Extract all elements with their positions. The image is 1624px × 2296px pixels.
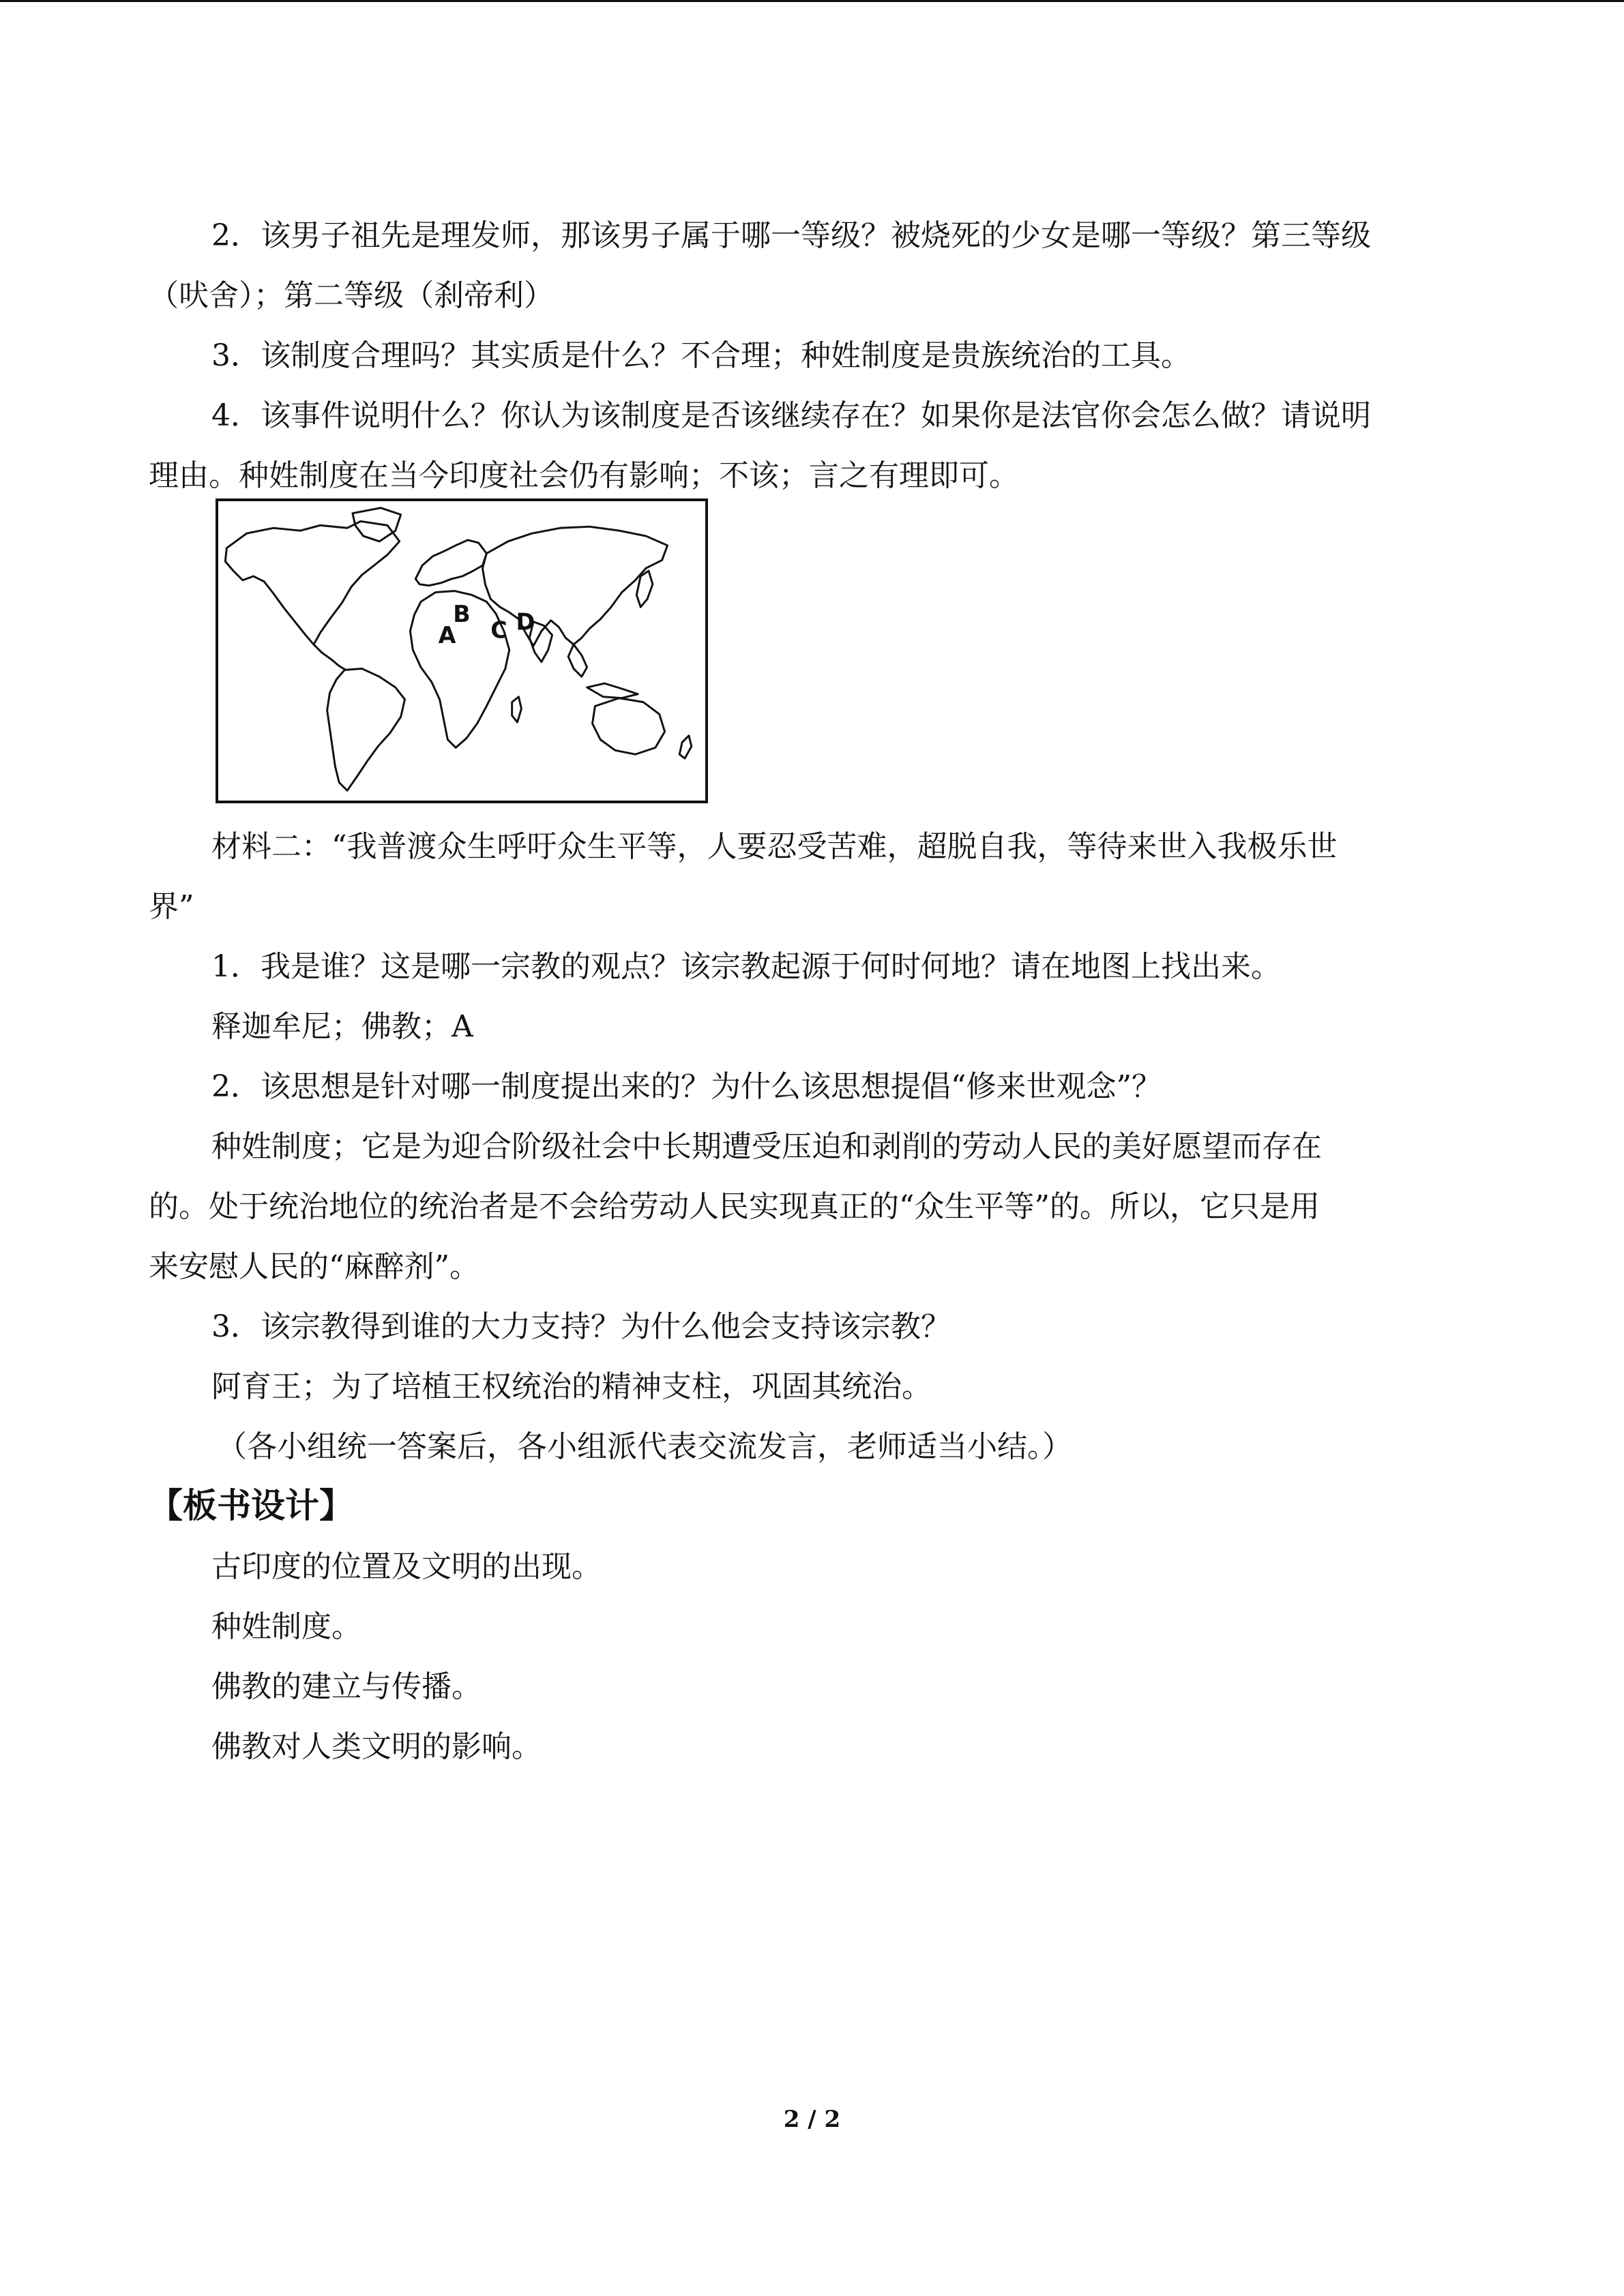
material-2-line-2: 界” (149, 889, 194, 924)
world-map-figure (216, 498, 708, 803)
map-label-b: B (453, 600, 471, 627)
asia-outline (482, 526, 667, 646)
board-item-3: 佛教的建立与传播。 (211, 1669, 482, 1704)
material-2-line-1: 材料二：“我普渡众生呼吁众生平等，人要忍受苦难，超脱自我，等待来世入我极乐世 (211, 829, 1338, 864)
answer-2-line-2: 的。处于统治地位的统治者是不会给劳动人民实现真正的“众生平等”的。所以，它只是用 (149, 1189, 1320, 1224)
central-america-outline (314, 644, 346, 670)
europe-outline (415, 540, 486, 586)
question-3b: 3．该宗教得到谁的大力支持？为什么他会支持该宗教？ (211, 1309, 951, 1344)
question-4-line-2: 理由。种姓制度在当今印度社会仍有影响；不该；言之有理即可。 (149, 458, 1019, 493)
map-label-c: C (490, 616, 507, 644)
question-2-line-1: 2．该男子祖先是理发师，那该男子属于哪一等级？被烧死的少女是哪一等级？第三等级 (211, 218, 1371, 253)
answer-3: 阿育王；为了培植王权统治的精神支柱，巩固其统治。 (211, 1369, 932, 1404)
question-2: 2．该思想是针对哪一制度提出来的？为什么该思想提倡“修来世观念”？ (211, 1069, 1162, 1104)
answer-2-line-3: 来安慰人民的“麻醉剂”。 (149, 1249, 479, 1284)
board-item-2: 种姓制度。 (211, 1609, 361, 1644)
answer-1: 释迦牟尼；佛教；A (211, 1009, 473, 1044)
south-america-outline (327, 669, 405, 791)
indonesia-outline (587, 683, 638, 698)
question-1: 1．我是谁？这是哪一宗教的观点？该宗教起源于何时何地？请在地图上找出来。 (211, 949, 1281, 984)
board-design-heading: 【板书设计】 (149, 1486, 353, 1525)
new-zealand-outline (679, 736, 692, 758)
madagascar-outline (512, 697, 522, 722)
group-note: （各小组统一答案后，各小组派代表交流发言，老师适当小结。） (217, 1429, 1072, 1464)
world-map-outline (218, 501, 705, 801)
map-label-a: A (438, 622, 456, 649)
board-item-4: 佛教对人类文明的影响。 (211, 1729, 542, 1764)
answer-2-line-1: 种姓制度；它是为迎合阶级社会中长期遭受压迫和剥削的劳动人民的美好愿望而存在 (211, 1129, 1322, 1164)
southeast-asia-outline (568, 644, 587, 676)
question-3: 3．该制度合理吗？其实质是什么？不合理；种姓制度是贵族统治的工具。 (211, 338, 1191, 373)
question-2-line-2: （吠舍）；第二等级（刹帝利） (149, 278, 554, 313)
page-number: 2 / 2 (783, 2106, 841, 2133)
australia-outline (593, 698, 665, 754)
question-4-line-1: 4．该事件说明什么？你认为该制度是否该继续存在？如果你是法官你会怎么做？请说明 (211, 398, 1371, 433)
page-top-rule (0, 0, 1624, 2)
board-item-1: 古印度的位置及文明的出现。 (211, 1549, 602, 1584)
map-label-d: D (516, 608, 535, 636)
